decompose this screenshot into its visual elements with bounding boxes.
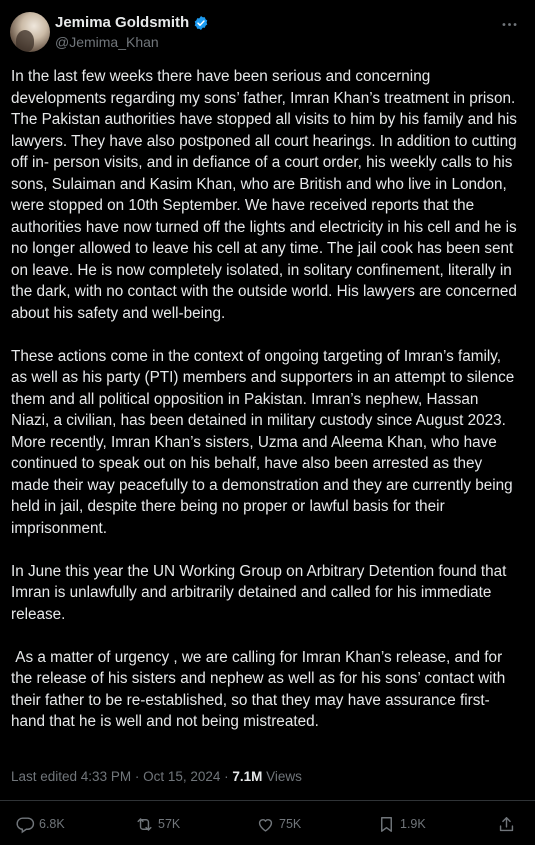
share-icon xyxy=(497,815,516,834)
author-handle[interactable]: @Jemima_Khan xyxy=(55,34,159,50)
tweet-paragraph: In the last few weeks there have been serious and concerning developments regarding my sons’ father, Imran Khan’s treatment in prison. The Pakistan authorities have stopped all visits to him by his family and his lawyers. They have also postponed all court hearings. In addition to cutting off in- person visits, and in defiance of a court order, his weekly calls to his sons, Sulaiman and Kasim Khan, who are British and who live in London, were stopped on 10th September. We have received reports that the authorities have now turned off the lights and electricity in his cell and he is no longer allowed to leave his cell at any time. The jail cook has been sent on leave. He is now completely isolated, in solitary confinement, literally in the dark, with no contact with the outside world. His lawyers are concerned about his safety and well-being. xyxy=(11,68,522,322)
bookmark-button[interactable] xyxy=(377,810,426,838)
action-bar xyxy=(0,810,535,838)
repost-button[interactable] xyxy=(135,810,180,838)
like-count: 75K xyxy=(279,817,302,831)
views-count: 7.1M xyxy=(232,769,263,784)
tweet-meta xyxy=(11,769,302,784)
reply-icon xyxy=(16,815,35,834)
bookmark-icon xyxy=(377,815,396,834)
name-row xyxy=(55,14,209,31)
views-label: Views xyxy=(262,769,302,784)
tweet-paragraph: These actions come in the context of ongoing targeting of Imran’s family, as well as his party (PTI) members and supporters in an attempt to silence them and all political opposition in Pakistan. Imran’s nephew, Hassan Niazi, a civilian, has been detained in military custody since August 2023. More recently, Imran Khan’s sisters, Uzma and Aleema Khan, who have continued to speak out on his behalf, have also been arrested as they made their way peacefully to a demonstration and they are currently being held in jail, despite there being no proper or lawful basis for their imprisonment. xyxy=(11,347,519,537)
tweet-header xyxy=(10,12,523,54)
verified-badge-icon xyxy=(193,15,209,31)
repost-count: 57K xyxy=(158,817,181,831)
repost-icon xyxy=(135,815,154,834)
divider xyxy=(0,800,535,801)
bookmark-count: 1.9K xyxy=(400,817,426,831)
like-button[interactable] xyxy=(256,810,301,838)
ellipsis-icon[interactable] xyxy=(499,14,519,34)
author-name[interactable]: Jemima Goldsmith xyxy=(55,14,190,31)
tweet-paragraph: In June this year the UN Working Group on Arbitrary Detention found that Imran is unlawfully and arbitrarily detained and called for his immediate release. xyxy=(11,562,511,623)
edited-timestamp[interactable]: Last edited 4:33 PM · Oct 15, 2024 · xyxy=(11,769,233,784)
tweet-text xyxy=(11,66,522,754)
reply-count: 6.8K xyxy=(39,817,65,831)
heart-icon xyxy=(256,815,275,834)
avatar[interactable] xyxy=(10,12,50,52)
share-button[interactable] xyxy=(497,810,520,838)
reply-button[interactable] xyxy=(16,810,65,838)
tweet-paragraph: As a matter of urgency , we are calling for Imran Khan’s release, and for the release of his sisters and nephew as well as for his sons’ contact with their father to be re-established, so that they may have assurance first-hand that he is well and not being mistreated. xyxy=(11,648,510,730)
